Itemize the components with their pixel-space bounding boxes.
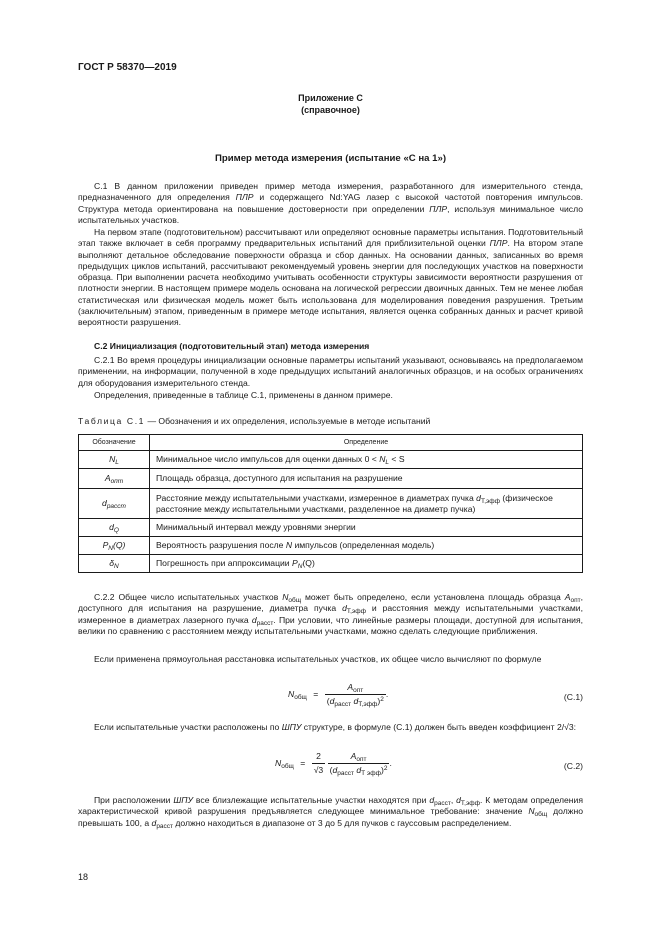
symbol-cell: $\delta_N$ <box>79 555 150 573</box>
table-row <box>79 519 583 537</box>
table-row <box>79 489 583 519</box>
table-header-row <box>79 435 583 451</box>
symbol-cell: $P_N(Q)$ <box>79 537 150 555</box>
definition-cell: Расстояние между испытательными участками, измеренное в диаметрах пучка $d_{Т,эфф}$ (физическое расстояние между испытательными участками, разделенное на диаметр пучка) <box>150 489 583 519</box>
formula-c2: $N_{общ}$ = $\frac{2}{√3}$ $\frac{A_{опт}}{(d_{расст} d_{Т эфф})^2}$ . <box>275 751 392 778</box>
paragraph-text: С.1 В данном приложении приведен пример метода измерения, разработанного для измерительного стенда, предназначенного для определения <box>78 181 583 203</box>
equation-number-c1: (С.1) <box>563 692 583 702</box>
symbol-cell: $d_Q$ <box>79 519 150 537</box>
symbol-cell: $d_{расст}$ <box>79 489 150 519</box>
paragraph-rectangular: Если применена прямоугольная расстановка испытательных участков, их общее число вычисляют по формуле <box>94 654 542 664</box>
definition-cell: Минимальный интервал между уровнями энергии <box>150 519 583 537</box>
section-heading-c2: С.2 Инициализация (подготовительный этап) метода измерения <box>94 341 370 351</box>
abbr-plr: ПЛР <box>489 238 508 249</box>
symbol-cell: $N_L$ <box>79 451 150 469</box>
symbol-cell: $A_{опт}$ <box>79 469 150 489</box>
paragraph-c2-defs: Определения, приведенные в таблице С.1, применены в данном примере. <box>94 390 393 400</box>
definitions-table <box>78 434 583 573</box>
definition-cell: Погрешность при аппроксимации $P_N(Q)$ <box>150 555 583 573</box>
paragraph-text: На первом этапе (подготовительном) рассчитывают или определяют основные параметры испытания. Подготовительный этап также включает в себя программу предварительных испытаний для приблизительной оценки <box>78 227 583 249</box>
fraction: $\frac{A_{опт}}{(d_{расст} d_{Т,эфф})^2}$ <box>326 682 384 709</box>
table-caption-text: — Обозначения и их определения, используемые в методе испытаний <box>145 416 431 426</box>
page-number: 18 <box>78 872 89 882</box>
table-row <box>79 537 583 555</box>
abbr-plr: ПЛР <box>235 192 254 203</box>
table-caption <box>78 416 430 427</box>
formula-c1: $N_{общ}$ = $\frac{A_{опт}}{(d_{расст} d_{Т,эфф})^2}$ . <box>288 682 389 709</box>
column-header-definition: Определение <box>150 435 583 451</box>
paragraph-stages <box>78 227 583 329</box>
paragraph-text: . На втором этапе выполняют детальное обследование поверхности образца и сбор данных. На основании данных, записанных во время предыдущих циклов испытаний, рассчитывают рекомендуемый уровень энергии для последующих участков на поверхности образца. При выполнении расчета необходимо учитывать особенности структуры зависимости вероятности разрушения от плотности энергии. В настоящем примере модель основана на логической регрессии двоичных данных. Тем не менее любая статистическая или физическая модель может быть использована для моделирования поведения разрушения. Третьим (заключительным) этапом, приведенным в примере методе испытания, является оценка собранных данных и расчет кривой вероятности разрушения. <box>78 238 584 328</box>
paragraph-c2-2: С.2.2 Общее число испытательных участков $N_{общ}$ может быть определено, если установлена площадь образца $A_{опт}$, доступного для испытания на разрушение, диаметра пучка $d_{Т,эфф}$ и расстояния между испытательными участками, измеренное в диаметрах лазерного пучка $d_{расст}$. При условии, что линейные размеры площади, доступной для испытания, велики по сравнению с расстоянием между испытательными участками, можно сделать следующие приближения. <box>78 592 583 636</box>
paragraph-c1 <box>78 181 583 226</box>
definition-cell: Площадь образца, доступного для испытания на разрушение <box>150 469 583 489</box>
paragraph-text: и содержащего Nd:YAG лазер с высокой частотой повторения импульсов. Структура метода ориентирована на повышение достоверности при определении <box>78 192 583 214</box>
equation-number-c2: (С.2) <box>563 761 583 771</box>
definition-cell: Вероятность разрушения после N импульсов (определенная модель) <box>150 537 583 555</box>
table-row <box>79 555 583 573</box>
paragraph-shpu: Если испытательные участки расположены по ШПУ структуре, в формуле (С.1) должен быть введен коэффициент 2/√3: <box>94 722 577 732</box>
fraction: $\frac{2}{√3}$ <box>313 751 324 776</box>
fraction: $\frac{A_{опт}}{(d_{расст} d_{Т эфф})^2}$ <box>329 751 388 778</box>
table-row <box>79 451 583 469</box>
appendix-note: (справочное) <box>301 105 360 115</box>
appendix-title: Приложение С <box>298 93 363 103</box>
standard-designation: ГОСТ Р 58370—2019 <box>78 62 177 73</box>
section-title: Пример метода измерения (испытание «С на 1») <box>214 153 447 164</box>
column-header-symbol: Обозначение <box>79 435 150 451</box>
paragraph-text: , используя минимальное число испытательных участков. <box>78 203 583 225</box>
table-caption-label: Таблица С.1 <box>78 416 146 426</box>
table-row <box>79 469 583 489</box>
definition-cell: Минимальное число импульсов для оценки данных $0 < N_L < S$ <box>150 451 583 469</box>
paragraph-requirement: При расположении ШПУ все близлежащие испытательные участки находятся при $d_{расст}$, $d_{Т,эфф}$. К методам определения характеристической кривой разрушения предъявляется следующее минимальное требование: значение $N_{общ}$ должно превышать 100, а $d_{расст}$ должно находиться в диапазоне от 3 до 5 для пучков с гауссовым распределением. <box>78 795 584 830</box>
abbr-plr: ПЛР <box>429 203 448 214</box>
paragraph-c2-1: С.2.1 Во время процедуры инициализации основные параметры испытаний указывают, основываясь на предполагаемом применении, на информации, полученной в ходе предыдущих испытаний аналогичных образцов, и на особых ограничениях для оборудования измерительного стенда. <box>78 355 583 388</box>
